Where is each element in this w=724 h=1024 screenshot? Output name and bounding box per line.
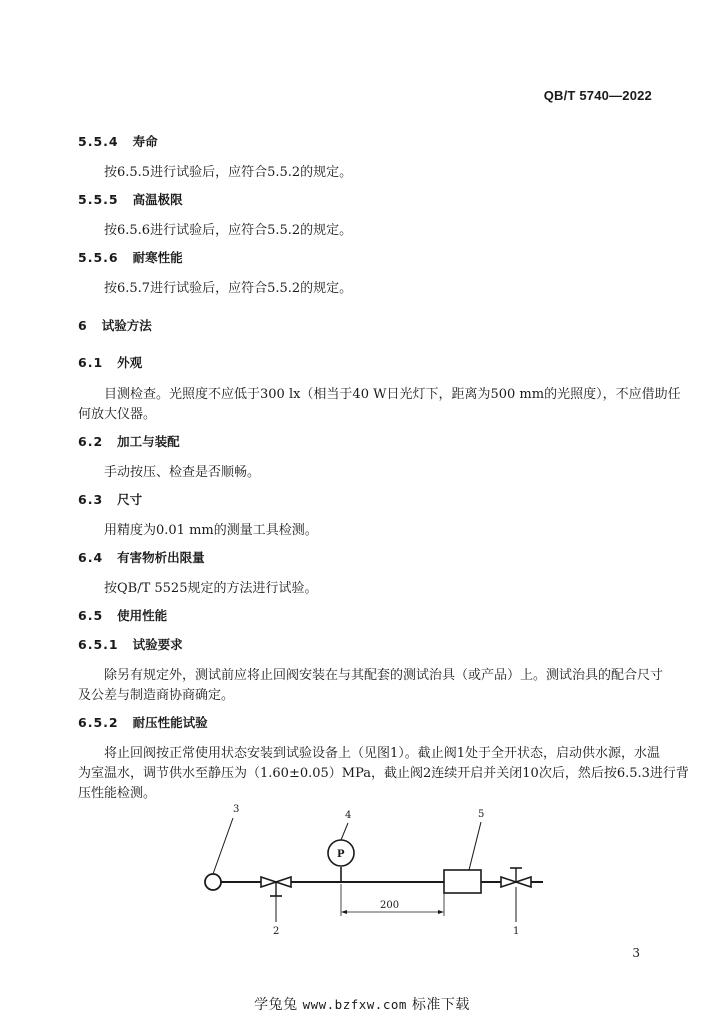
water-source-icon xyxy=(205,874,221,890)
section-title: 高温极限 xyxy=(132,192,183,207)
stop-valve-2-icon xyxy=(261,877,291,896)
callout-2: 2 xyxy=(273,926,280,937)
dimension-arrow xyxy=(341,910,347,914)
section-title: 使用性能 xyxy=(117,608,168,623)
dimension-arrow xyxy=(438,910,444,914)
section-number: 6.5.1 xyxy=(78,637,119,652)
section-number: 6.5.2 xyxy=(78,715,119,730)
dimension-label: 200 xyxy=(380,900,400,911)
section-heading-6-2 xyxy=(78,432,180,450)
paragraph-line: 按6.5.5进行试验后，应符合5.5.2的规定。 xyxy=(104,165,353,180)
paragraph-line: 将止回阀按正常使用状态安装到试验设备上（见图1）。截止阀1处于全开状态，启动供水源，水温 xyxy=(104,746,661,761)
section-title: 试验方法 xyxy=(101,318,152,333)
section-heading-6-5-1 xyxy=(78,635,183,653)
section-title: 有害物析出限量 xyxy=(117,550,205,565)
paragraph-line: 压性能检测。 xyxy=(78,786,157,801)
section-heading-6-3 xyxy=(78,490,142,508)
section-number: 6.2 xyxy=(78,434,104,449)
paragraph-line: 何放大仪器。 xyxy=(78,407,157,422)
paragraph-line: 目测检查。光照度不应低于300 lx（相当于40 W日光灯下，距离为500 mm的光照度），不应借助任 xyxy=(104,387,681,402)
section-number: 6.5 xyxy=(78,608,104,623)
test-fixture-icon xyxy=(444,870,481,893)
section-heading-6-4 xyxy=(78,548,205,566)
footer-prefix: 学兔兔 xyxy=(254,997,298,1013)
section-number: 6.1 xyxy=(78,355,104,370)
leader-line xyxy=(213,818,233,874)
paragraph-line: 及公差与制造商协商确定。 xyxy=(78,688,235,703)
paragraph-line: 除另有规定外，测试前应将止回阀安装在与其配套的测试治具（或产品）上。测试治具的配合尺寸 xyxy=(104,668,664,683)
section-heading-6 xyxy=(78,316,152,334)
page-number: 3 xyxy=(632,946,640,960)
section-heading-6-5-2 xyxy=(78,713,208,731)
section-title: 尺寸 xyxy=(117,492,143,507)
stop-valve-1-icon xyxy=(501,868,531,887)
paragraph-line: 按6.5.7进行试验后，应符合5.5.2的规定。 xyxy=(104,281,353,296)
section-number: 5.5.4 xyxy=(78,134,119,149)
callout-1: 1 xyxy=(513,926,520,937)
callout-4: 4 xyxy=(345,810,352,821)
footer-suffix: 标准下载 xyxy=(411,997,470,1013)
standard-code: QB/T 5740—2022 xyxy=(543,88,652,103)
section-title: 试验要求 xyxy=(132,637,183,652)
paragraph-line: 按6.5.6进行试验后，应符合5.5.2的规定。 xyxy=(104,223,353,238)
section-title: 外观 xyxy=(117,355,143,370)
test-apparatus-diagram xyxy=(0,796,724,946)
section-heading-6-5 xyxy=(78,606,167,624)
paragraph-line: 按QB/T 5525规定的方法进行试验。 xyxy=(104,581,318,596)
gauge-label: P xyxy=(337,849,345,860)
section-number: 6.4 xyxy=(78,550,104,565)
section-title: 寿命 xyxy=(132,134,158,149)
footer-watermark xyxy=(0,994,724,1014)
callout-5: 5 xyxy=(478,809,485,820)
section-title: 耐压性能试验 xyxy=(132,715,208,730)
section-heading-5-5-5 xyxy=(78,190,183,208)
callout-3: 3 xyxy=(233,804,240,815)
section-number: 6.3 xyxy=(78,492,104,507)
section-number: 5.5.5 xyxy=(78,192,119,207)
paragraph-line: 手动按压、检查是否顺畅。 xyxy=(104,465,261,480)
section-title: 耐寒性能 xyxy=(132,250,183,265)
leader-line xyxy=(341,823,348,840)
section-number: 6 xyxy=(78,318,88,333)
section-heading-5-5-6 xyxy=(78,248,183,266)
leader-line xyxy=(469,822,481,870)
section-title: 加工与装配 xyxy=(117,434,180,449)
paragraph-line: 为室温水，调节供水至静压为（1.60±0.05）MPa，截止阀2连续开启并关闭10次后，然后按6.5.3进行背 xyxy=(78,766,689,781)
section-number: 5.5.6 xyxy=(78,250,119,265)
section-heading-5-5-4 xyxy=(78,132,158,150)
footer-url[interactable]: www.bzfxw.com xyxy=(302,997,407,1012)
section-heading-6-1 xyxy=(78,353,142,371)
paragraph-line: 用精度为0.01 mm的测量工具检测。 xyxy=(104,523,318,538)
